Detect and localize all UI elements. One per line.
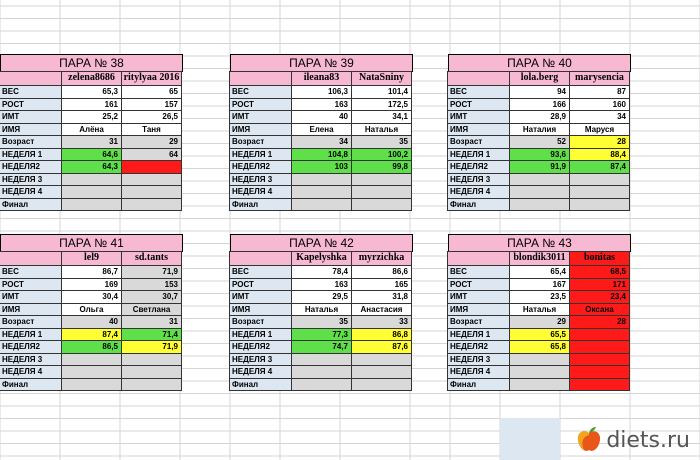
participant-2-value[interactable]	[121, 378, 182, 392]
pair-panel	[230, 54, 413, 211]
participant-1-value[interactable]: 103	[291, 160, 352, 174]
participant-1-value[interactable]: 31	[61, 135, 122, 149]
participant-1-value[interactable]: 29	[509, 315, 570, 329]
participant-1-value[interactable]: Алёна	[61, 123, 122, 137]
participant-1-value[interactable]	[291, 378, 352, 392]
participant-2-value[interactable]: Таня	[121, 123, 182, 137]
header-blank-cell[interactable]	[447, 71, 510, 86]
participant-1-name[interactable]: lola.berg	[509, 71, 570, 86]
participant-1-value[interactable]	[509, 365, 570, 379]
row-label[interactable]: Финал	[229, 198, 292, 212]
row-label[interactable]: ИМТ	[0, 290, 62, 304]
row-label[interactable]: ИМТ	[447, 110, 510, 124]
participant-2-value[interactable]: Анастасия	[351, 303, 412, 317]
pair-panel	[0, 234, 183, 391]
participant-1-value[interactable]	[509, 378, 570, 392]
row-label[interactable]: РОСТ	[447, 278, 510, 292]
row-label[interactable]: РОСТ	[447, 98, 510, 112]
apple-icon	[576, 426, 602, 454]
row-label[interactable]: ИМЯ	[229, 123, 292, 137]
participant-2-value[interactable]	[351, 173, 412, 187]
participant-1-value[interactable]: 29,5	[291, 290, 352, 304]
participant-1-value[interactable]	[61, 378, 122, 392]
participant-1-value[interactable]	[509, 185, 570, 199]
row-label[interactable]: НЕДЕЛЯ 1	[447, 328, 510, 342]
participant-2-value[interactable]: 28	[569, 315, 630, 329]
participant-2-value[interactable]: 31,8	[351, 290, 412, 304]
participant-1-value[interactable]: 161	[61, 98, 122, 112]
pair-panel	[230, 234, 413, 391]
participant-1-value[interactable]: 86,5	[61, 340, 122, 354]
row-label[interactable]: Финал	[447, 198, 510, 212]
row-label[interactable]: НЕДЕЛЯ2	[0, 160, 62, 174]
participant-1-value[interactable]: 167	[509, 278, 570, 292]
participant-2-name[interactable]: ritylyaa 2016	[121, 71, 182, 86]
row-label[interactable]: НЕДЕЛЯ 3	[229, 353, 292, 367]
participants-row	[448, 252, 631, 266]
row-label[interactable]: ИМТ	[229, 110, 292, 124]
participant-1-value[interactable]: 106,3	[291, 85, 352, 99]
participant-1-value[interactable]: 166	[509, 98, 570, 112]
row-label[interactable]: НЕДЕЛЯ2	[229, 340, 292, 354]
row-label[interactable]: Возраст	[0, 135, 62, 149]
participant-2-value[interactable]: 165	[351, 278, 412, 292]
participant-1-value[interactable]: 40	[61, 315, 122, 329]
participant-2-value[interactable]	[121, 198, 182, 212]
participant-2-value[interactable]	[569, 365, 630, 379]
row-label[interactable]: ИМЯ	[229, 303, 292, 317]
participant-2-value[interactable]: 172,5	[351, 98, 412, 112]
participant-1-name[interactable]: lel9	[61, 251, 122, 266]
participant-2-name[interactable]: NataSniny	[351, 71, 412, 86]
row-label[interactable]: НЕДЕЛЯ 4	[0, 365, 62, 379]
participant-2-value[interactable]: 87,4	[569, 160, 630, 174]
pair-title[interactable]: ПАРА № 40	[448, 54, 631, 72]
stat-row	[448, 199, 631, 212]
selected-cell-range[interactable]	[500, 418, 560, 460]
row-label[interactable]: ИМЯ	[0, 303, 62, 317]
row-label[interactable]: ВЕС	[0, 85, 62, 99]
participant-2-value[interactable]: 34,1	[351, 110, 412, 124]
participant-2-value[interactable]: 33	[351, 315, 412, 329]
row-label[interactable]: Финал	[0, 198, 62, 212]
participant-1-value[interactable]: Елена	[291, 123, 352, 137]
participant-1-value[interactable]: 74,7	[291, 340, 352, 354]
participants-row	[448, 72, 631, 86]
participant-2-value[interactable]: 71,9	[121, 265, 182, 279]
row-label[interactable]: ИМТ	[447, 290, 510, 304]
stat-row	[230, 379, 413, 392]
participant-1-value[interactable]: 28,9	[509, 110, 570, 124]
participant-1-name[interactable]: Kapelyshka	[291, 251, 352, 266]
participant-2-name[interactable]: bonitas	[569, 251, 630, 266]
participant-2-value[interactable]: 64	[121, 148, 182, 162]
participant-2-value[interactable]	[351, 378, 412, 392]
participant-1-value[interactable]: 35	[291, 315, 352, 329]
participant-2-value[interactable]: 87	[569, 85, 630, 99]
participant-2-value[interactable]	[351, 353, 412, 367]
participant-1-value[interactable]: 78,4	[291, 265, 352, 279]
participants-row	[230, 252, 413, 266]
row-label[interactable]: ВЕС	[447, 85, 510, 99]
row-label[interactable]: Возраст	[447, 315, 510, 329]
participant-2-value[interactable]	[569, 353, 630, 367]
participant-1-value[interactable]: Наталья	[509, 303, 570, 317]
row-label[interactable]: РОСТ	[0, 278, 62, 292]
row-label[interactable]: Возраст	[0, 315, 62, 329]
row-label[interactable]: НЕДЕЛЯ 4	[447, 365, 510, 379]
header-blank-cell[interactable]	[0, 251, 62, 266]
participant-2-value[interactable]: 171	[569, 278, 630, 292]
row-label[interactable]: Финал	[447, 378, 510, 392]
participant-1-value[interactable]	[61, 365, 122, 379]
participant-1-value[interactable]: 163	[291, 98, 352, 112]
row-label[interactable]: НЕДЕЛЯ 1	[0, 148, 62, 162]
participant-1-value[interactable]: 163	[291, 278, 352, 292]
participant-1-name[interactable]: blondik3011	[509, 251, 570, 266]
participant-2-value[interactable]: 86,8	[351, 328, 412, 342]
participant-1-value[interactable]	[291, 198, 352, 212]
row-label[interactable]: НЕДЕЛЯ2	[0, 340, 62, 354]
participant-1-value[interactable]: 87,4	[61, 328, 122, 342]
participant-2-value[interactable]: Оксана	[569, 303, 630, 317]
pair-panel	[448, 234, 631, 391]
row-label[interactable]: ИМЯ	[447, 303, 510, 317]
row-label[interactable]: НЕДЕЛЯ 1	[0, 328, 62, 342]
participant-2-value[interactable]	[121, 365, 182, 379]
participant-2-value[interactable]	[351, 198, 412, 212]
participant-1-value[interactable]: 91,9	[509, 160, 570, 174]
pair-title[interactable]: ПАРА № 39	[230, 54, 413, 72]
participant-1-value[interactable]	[509, 198, 570, 212]
participant-1-name[interactable]: zelena8686	[61, 71, 122, 86]
row-label[interactable]: Финал	[229, 378, 292, 392]
stat-row	[448, 379, 631, 392]
participant-1-value[interactable]	[509, 353, 570, 367]
row-label[interactable]: НЕДЕЛЯ 3	[0, 353, 62, 367]
participant-1-value[interactable]	[291, 365, 352, 379]
pair-title[interactable]: ПАРА № 41	[0, 234, 183, 252]
participant-1-value[interactable]	[61, 173, 122, 187]
row-label[interactable]: ВЕС	[229, 85, 292, 99]
pair-panel	[448, 54, 631, 211]
participant-2-value[interactable]	[121, 185, 182, 199]
participant-2-name[interactable]: myrzichka	[351, 251, 412, 266]
participant-1-value[interactable]: Наталия	[509, 123, 570, 137]
row-label[interactable]: НЕДЕЛЯ 3	[447, 353, 510, 367]
participant-1-value[interactable]: 77,3	[291, 328, 352, 342]
participant-1-value[interactable]: 104,8	[291, 148, 352, 162]
row-label[interactable]: ВЕС	[0, 265, 62, 279]
participant-1-value[interactable]: 34	[291, 135, 352, 149]
row-label[interactable]: НЕДЕЛЯ2	[229, 160, 292, 174]
participant-2-value[interactable]: 160	[569, 98, 630, 112]
stat-row	[0, 379, 183, 392]
row-label[interactable]: ИМЯ	[0, 123, 62, 137]
participant-1-value[interactable]	[509, 173, 570, 187]
row-label[interactable]: РОСТ	[229, 98, 292, 112]
participant-2-value[interactable]: 68,5	[569, 265, 630, 279]
row-label[interactable]: ИМЯ	[447, 123, 510, 137]
row-label[interactable]: Финал	[0, 378, 62, 392]
participant-1-value[interactable]	[61, 353, 122, 367]
participant-2-value[interactable]	[121, 173, 182, 187]
participant-1-value[interactable]: 94	[509, 85, 570, 99]
pair-title[interactable]: ПАРА № 42	[230, 234, 413, 252]
participant-2-value[interactable]	[569, 340, 630, 354]
site-logo	[576, 426, 690, 454]
row-label[interactable]: Возраст	[229, 135, 292, 149]
participant-2-value[interactable]	[569, 198, 630, 212]
participant-2-value[interactable]: 101,4	[351, 85, 412, 99]
participant-1-value[interactable]	[291, 173, 352, 187]
participant-1-value[interactable]: 25,2	[61, 110, 122, 124]
participant-2-value[interactable]	[569, 173, 630, 187]
participant-2-value[interactable]: 86,6	[351, 265, 412, 279]
participant-2-value[interactable]: 34	[569, 110, 630, 124]
participant-1-value[interactable]	[61, 198, 122, 212]
row-label[interactable]: ИМТ	[229, 290, 292, 304]
row-label[interactable]: НЕДЕЛЯ 4	[0, 185, 62, 199]
participant-2-value[interactable]: Светлана	[121, 303, 182, 317]
participant-2-value[interactable]	[569, 378, 630, 392]
participant-1-value[interactable]: Ольга	[61, 303, 122, 317]
participant-2-value[interactable]: 65	[121, 85, 182, 99]
participant-1-value[interactable]	[291, 353, 352, 367]
participant-1-value[interactable]: 64,6	[61, 148, 122, 162]
participant-1-value[interactable]: 65,3	[61, 85, 122, 99]
pair-panel	[0, 54, 183, 211]
participant-1-value[interactable]: Наталья	[291, 303, 352, 317]
participant-2-value[interactable]: 88,4	[569, 148, 630, 162]
participant-2-value[interactable]: 30,7	[121, 290, 182, 304]
header-blank-cell[interactable]	[447, 251, 510, 266]
participant-2-value[interactable]: Наталья	[351, 123, 412, 137]
participant-2-value[interactable]: Маруся	[569, 123, 630, 137]
participant-2-name[interactable]: marysencia	[569, 71, 630, 86]
row-label[interactable]: НЕДЕЛЯ 4	[229, 365, 292, 379]
pair-title[interactable]: ПАРА № 43	[448, 234, 631, 252]
row-label[interactable]: НЕДЕЛЯ 4	[447, 185, 510, 199]
participant-2-value[interactable]	[121, 353, 182, 367]
row-label[interactable]: РОСТ	[229, 278, 292, 292]
participant-2-value[interactable]: 71,9	[121, 340, 182, 354]
participant-1-value[interactable]: 64,3	[61, 160, 122, 174]
row-label[interactable]: ВЕС	[447, 265, 510, 279]
participant-1-value[interactable]: 65,8	[509, 340, 570, 354]
participant-2-value[interactable]: 31	[121, 315, 182, 329]
row-label[interactable]: ИМТ	[0, 110, 62, 124]
participant-1-value[interactable]: 52	[509, 135, 570, 149]
participant-1-value[interactable]: 30,4	[61, 290, 122, 304]
row-label[interactable]: НЕДЕЛЯ2	[447, 160, 510, 174]
participant-1-value[interactable]: 23,5	[509, 290, 570, 304]
participant-2-value[interactable]: 99,8	[351, 160, 412, 174]
stat-row	[230, 199, 413, 212]
participant-1-value[interactable]	[61, 185, 122, 199]
participant-2-value[interactable]: 87,6	[351, 340, 412, 354]
participant-1-value[interactable]: 65,5	[509, 328, 570, 342]
participant-1-value[interactable]: 65,4	[509, 265, 570, 279]
participant-2-value[interactable]: 23,4	[569, 290, 630, 304]
participants-row	[0, 252, 183, 266]
participant-1-value[interactable]	[291, 185, 352, 199]
participant-1-value[interactable]: 93,6	[509, 148, 570, 162]
participant-2-name[interactable]: sd.tants	[121, 251, 182, 266]
participant-1-value[interactable]: 86,7	[61, 265, 122, 279]
participant-2-value[interactable]	[351, 185, 412, 199]
participant-1-name[interactable]: ileana83	[291, 71, 352, 86]
header-blank-cell[interactable]	[229, 71, 292, 86]
participant-2-value[interactable]: 71,4	[121, 328, 182, 342]
participant-2-value[interactable]: 157	[121, 98, 182, 112]
participants-row	[230, 72, 413, 86]
row-label[interactable]: ВЕС	[229, 265, 292, 279]
row-label[interactable]: НЕДЕЛЯ2	[447, 340, 510, 354]
header-blank-cell[interactable]	[0, 71, 62, 86]
participant-2-value[interactable]	[121, 160, 182, 174]
row-label[interactable]: Возраст	[229, 315, 292, 329]
participant-2-value[interactable]: 28	[569, 135, 630, 149]
row-label[interactable]: НЕДЕЛЯ 3	[0, 173, 62, 187]
row-label[interactable]: Возраст	[447, 135, 510, 149]
row-label[interactable]: НЕДЕЛЯ 4	[229, 185, 292, 199]
logo-text: diets.ru	[606, 427, 690, 453]
row-label[interactable]: НЕДЕЛЯ 3	[229, 173, 292, 187]
participant-2-value[interactable]	[569, 185, 630, 199]
participant-2-value[interactable]: 100,2	[351, 148, 412, 162]
row-label[interactable]: НЕДЕЛЯ 1	[447, 148, 510, 162]
row-label[interactable]: НЕДЕЛЯ 3	[447, 173, 510, 187]
participant-1-value[interactable]: 40	[291, 110, 352, 124]
row-label[interactable]: НЕДЕЛЯ 1	[229, 328, 292, 342]
participant-2-value[interactable]: 29	[121, 135, 182, 149]
participant-2-value[interactable]	[569, 328, 630, 342]
pair-title[interactable]: ПАРА № 38	[0, 54, 183, 72]
participant-2-value[interactable]	[351, 365, 412, 379]
participant-1-value[interactable]: 169	[61, 278, 122, 292]
header-blank-cell[interactable]	[229, 251, 292, 266]
participant-2-value[interactable]: 35	[351, 135, 412, 149]
participant-2-value[interactable]: 153	[121, 278, 182, 292]
row-label[interactable]: РОСТ	[0, 98, 62, 112]
participants-row	[0, 72, 183, 86]
row-label[interactable]: НЕДЕЛЯ 1	[229, 148, 292, 162]
stat-row	[0, 199, 183, 212]
participant-2-value[interactable]: 26,5	[121, 110, 182, 124]
